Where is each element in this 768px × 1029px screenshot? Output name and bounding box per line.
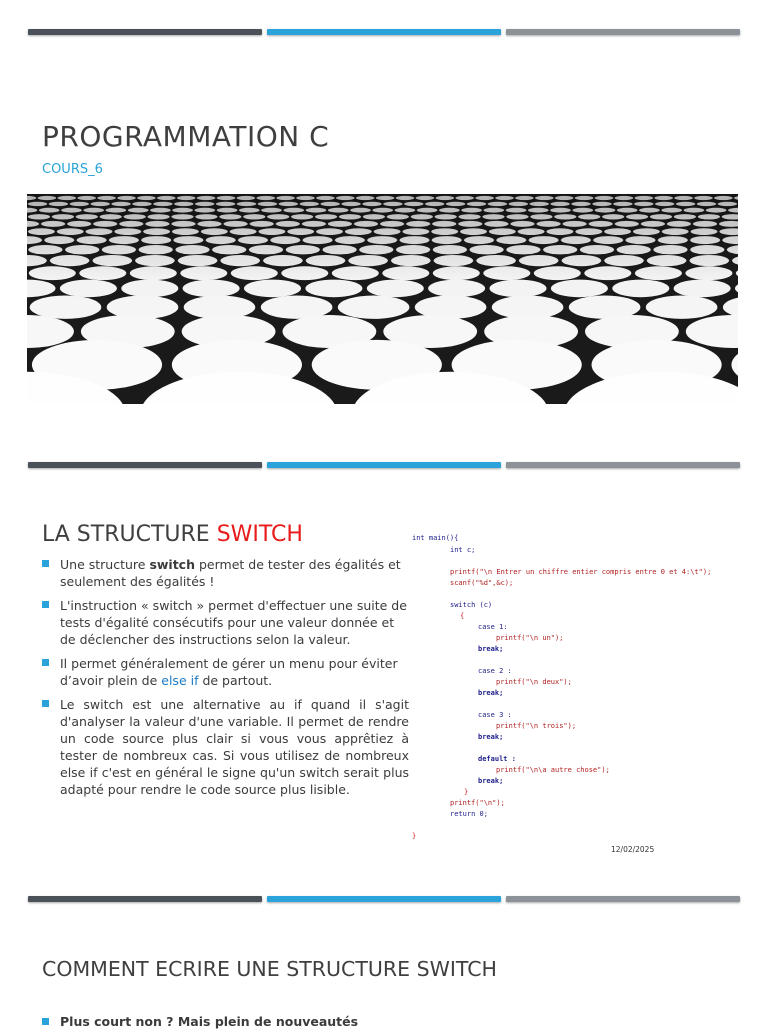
header-bar-blue-1 bbox=[267, 29, 501, 35]
slide2-title bbox=[42, 522, 303, 547]
code-line: { bbox=[460, 612, 465, 620]
bullet-bold-keyword: switch bbox=[149, 557, 195, 572]
code-line: printf("\n\a autre chose"); bbox=[496, 766, 610, 774]
separator-bar-dark-2 bbox=[28, 462, 262, 468]
slide1-title: PROGRAMMATION C bbox=[42, 120, 330, 153]
slide1-subtitle: COURS_6 bbox=[42, 162, 103, 177]
bullet-item bbox=[42, 597, 409, 648]
header-bar-dark-1 bbox=[28, 29, 262, 35]
slide2-title-highlight: SWITCH bbox=[216, 522, 303, 547]
bullet-square-icon bbox=[42, 601, 49, 608]
separator-bar-blue-3 bbox=[267, 896, 501, 902]
slide2-bullet-list bbox=[42, 556, 409, 805]
slide3-bullet bbox=[42, 1014, 358, 1029]
code-line: printf("\n deux"); bbox=[496, 678, 572, 686]
separator-bar-dark-3 bbox=[28, 896, 262, 902]
code-line: break; bbox=[478, 733, 504, 741]
code-line: break; bbox=[478, 645, 504, 653]
code-line: return 0; bbox=[450, 810, 488, 818]
code-line: break; bbox=[478, 689, 504, 697]
code-line: } bbox=[464, 788, 469, 796]
code-line: printf("\n un"); bbox=[496, 634, 564, 642]
separator-bar-grey-2 bbox=[506, 462, 740, 468]
code-line: case 2 : bbox=[478, 667, 512, 675]
bullet-item bbox=[42, 696, 409, 798]
code-line: printf("\n"); bbox=[450, 799, 505, 807]
bullet-square-icon bbox=[42, 659, 49, 666]
header-bar-grey-1 bbox=[506, 29, 740, 35]
slide-date: 12/02/2025 bbox=[611, 845, 655, 854]
code-line: printf("\n trois"); bbox=[496, 722, 577, 730]
bullet-text: Il permet généralement de gérer un menu pour éviter d’avoir plein de bbox=[60, 656, 398, 688]
code-line: case 3 : bbox=[478, 711, 512, 719]
code-line: scanf("%d",&c); bbox=[450, 579, 514, 587]
bullet-text: de partout. bbox=[198, 673, 273, 688]
code-line: break; bbox=[478, 777, 504, 785]
slide2-title-prefix: LA STRUCTURE bbox=[42, 522, 217, 547]
separator-bar-grey-3 bbox=[506, 896, 740, 902]
slide3-title: COMMENT ECRIRE UNE STRUCTURE SWITCH bbox=[42, 957, 497, 981]
code-line: case 1: bbox=[478, 623, 508, 631]
code-line: switch (c) bbox=[450, 601, 493, 609]
bullet-square-icon bbox=[42, 560, 49, 567]
bullet-text: L'instruction « switch » permet d'effectuer une suite de tests d'égalité consécutifs pour une valeur donnée et de déclencher des instructions selon la valeur. bbox=[60, 598, 407, 647]
code-line: default : bbox=[478, 755, 516, 763]
code-line: int c; bbox=[450, 546, 476, 554]
bullet-item bbox=[42, 655, 409, 689]
bullet-text: Une structure bbox=[60, 557, 150, 572]
code-line: int main(){ bbox=[412, 534, 459, 542]
code-line: } bbox=[412, 832, 417, 840]
separator-bar-blue-2 bbox=[267, 462, 501, 468]
code-snippet bbox=[410, 534, 755, 844]
code-line: printf("\n Entrer un chiffre entier compris entre 0 et 4:\t"); bbox=[450, 568, 712, 576]
else-if-link[interactable]: else if bbox=[161, 673, 199, 688]
disks-image bbox=[27, 194, 738, 404]
bullet-item bbox=[42, 556, 409, 590]
bullet-text: Plus court non ? Mais plein de nouveautés bbox=[60, 1014, 359, 1029]
bullet-text: permet de tester des égalités et seulement des égalités ! bbox=[60, 557, 401, 589]
bullet-text: Le switch est une alternative au if quand il s'agit d'analyser la valeur d'une variable. Il permet de rendre un code source plus clair si vous vous apprêtiez à tester de nombreux cas. Si vous utilisez de nombreux else if c'est en général le signe qu'un switch serait plus adapté pour rendre le code source plus lisible. bbox=[60, 697, 409, 797]
bullet-square-icon bbox=[42, 700, 49, 707]
